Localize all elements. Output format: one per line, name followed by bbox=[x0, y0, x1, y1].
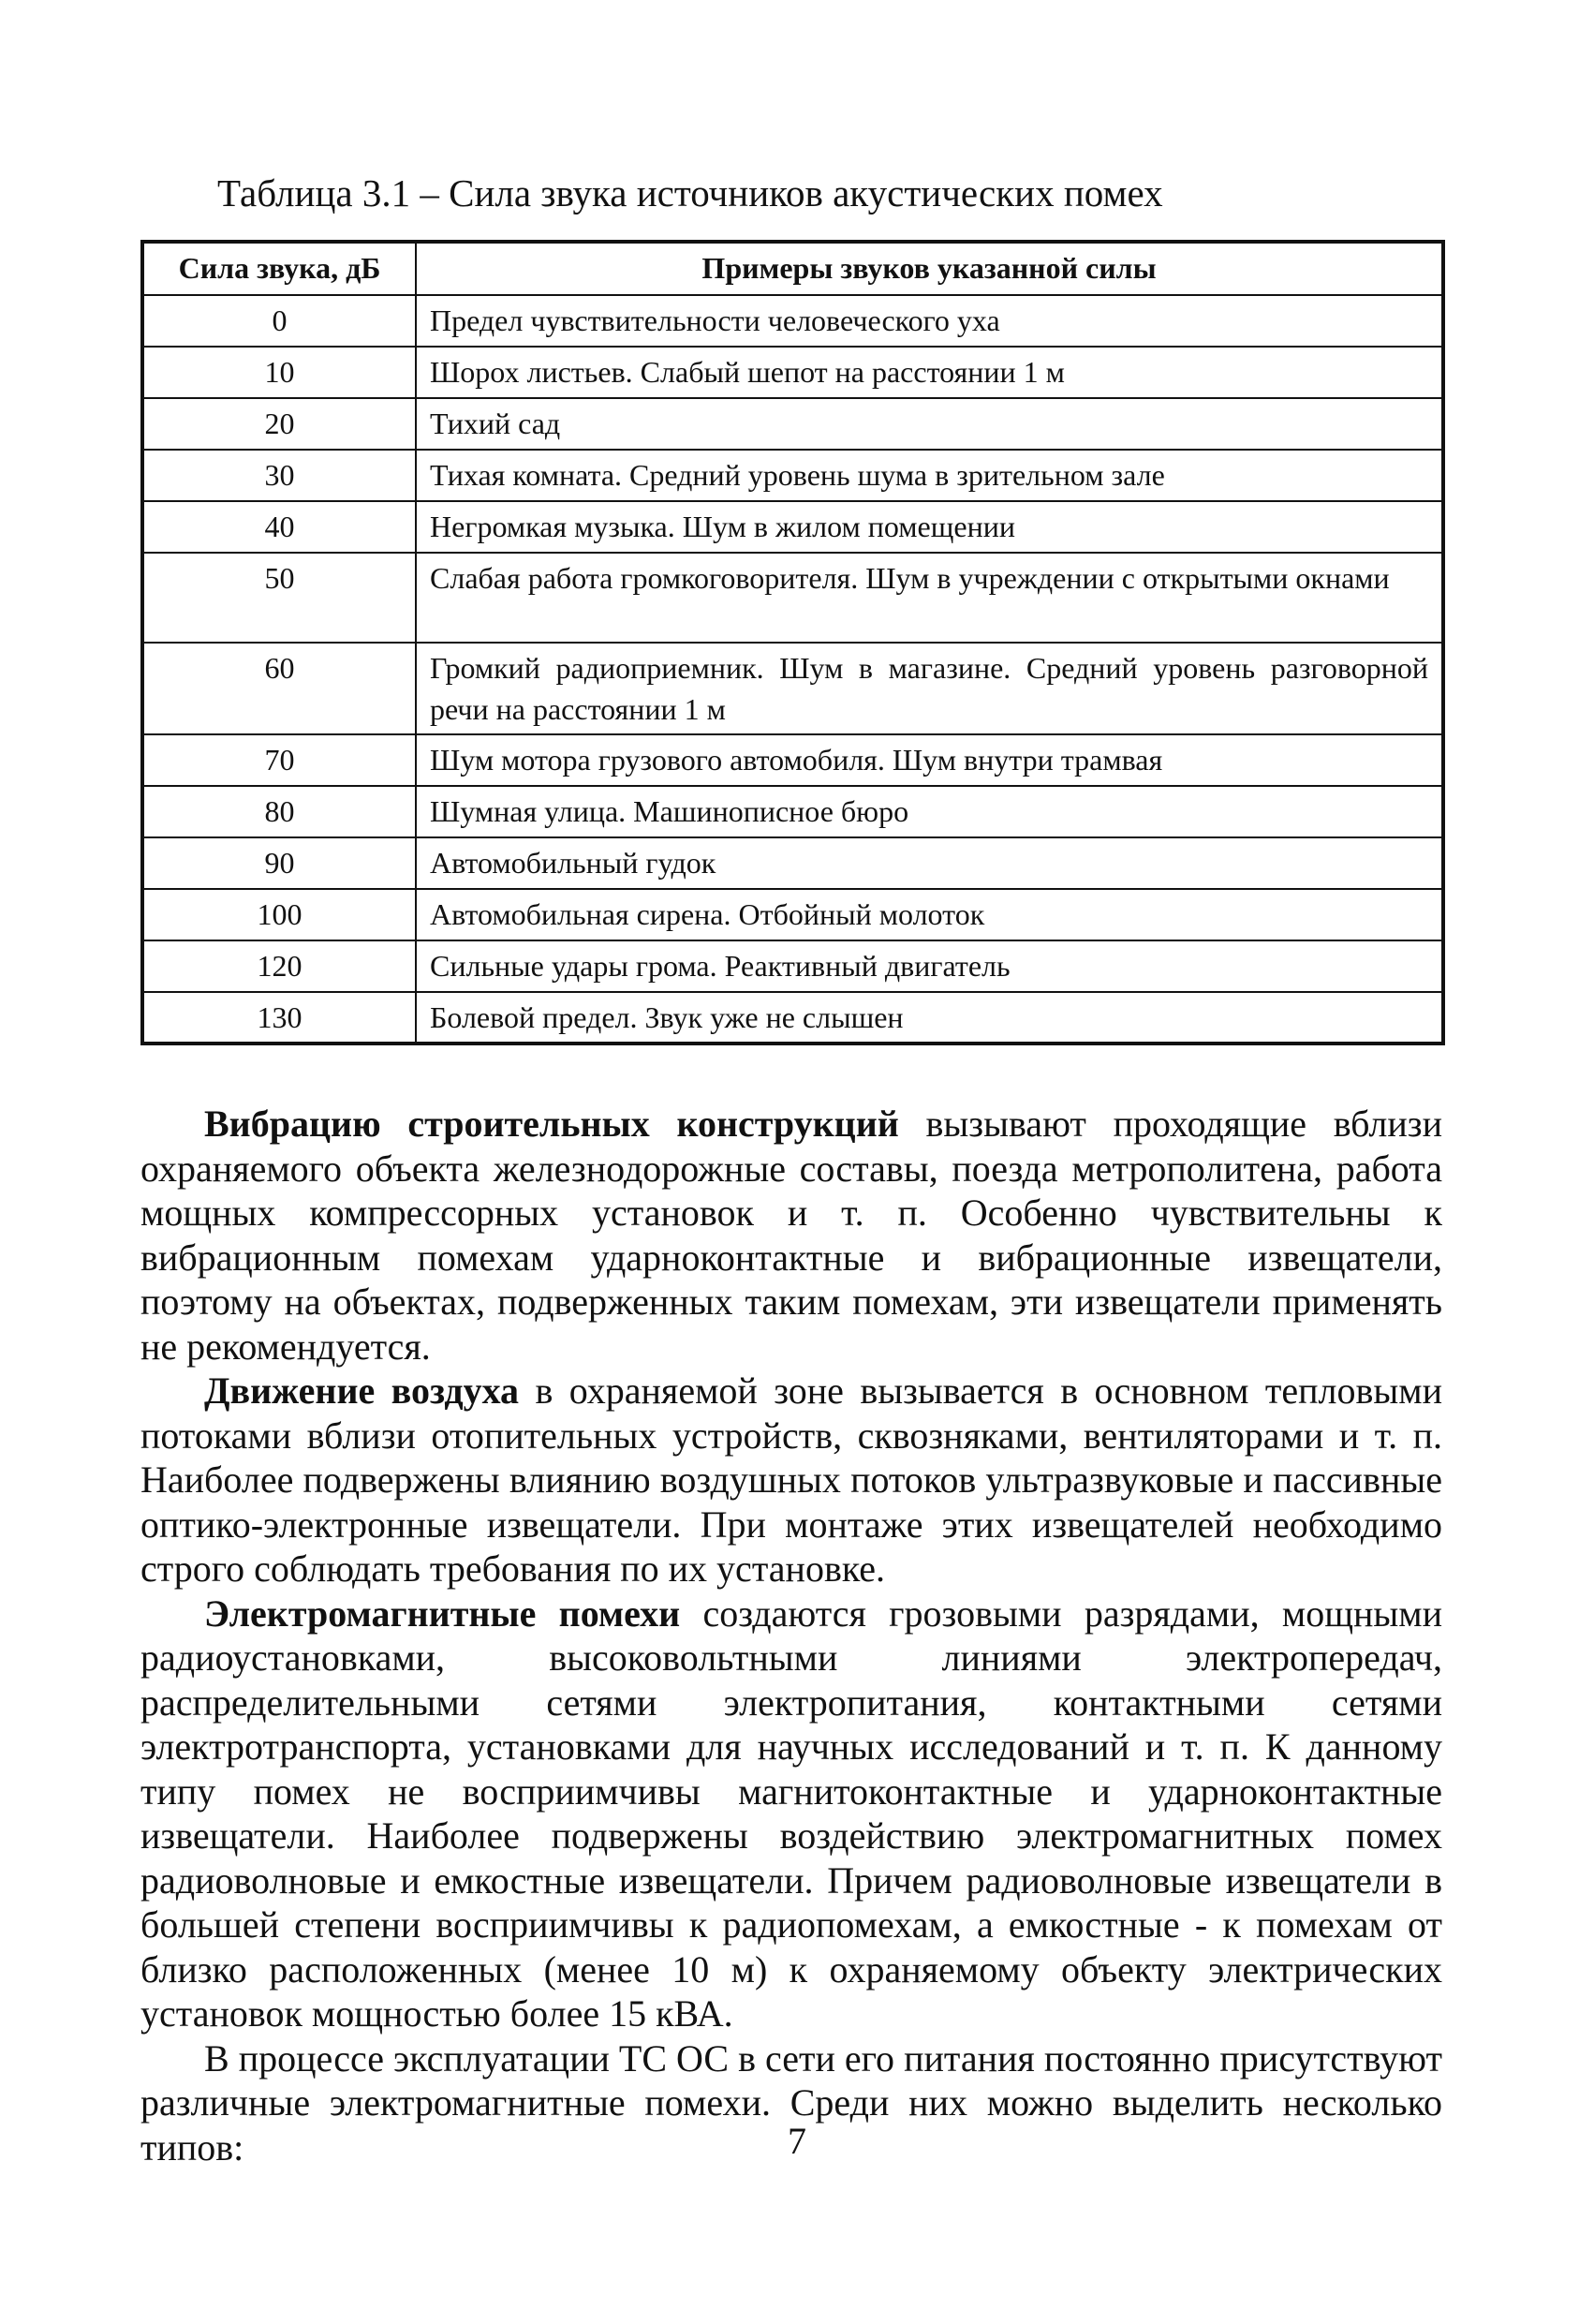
row-level: 10 bbox=[142, 347, 416, 398]
body-text bbox=[140, 1102, 1442, 2169]
table-row bbox=[142, 643, 1443, 734]
row-level: 100 bbox=[142, 889, 416, 940]
row-example: Негромкая музыка. Шум в жилом помещении bbox=[416, 501, 1443, 553]
row-example: Шум мотора грузового автомобиля. Шум внутри трамвая bbox=[416, 734, 1443, 786]
row-level: 90 bbox=[142, 837, 416, 889]
row-level: 40 bbox=[142, 501, 416, 553]
row-example: Шорох листьев. Слабый шепот на расстоянии 1 м bbox=[416, 347, 1443, 398]
table-row bbox=[142, 295, 1443, 347]
table-row bbox=[142, 940, 1443, 992]
table-row bbox=[142, 450, 1443, 501]
page-number: 7 bbox=[788, 2120, 806, 2162]
row-example: Тихий сад bbox=[416, 398, 1443, 450]
paragraph-air-movement bbox=[140, 1369, 1442, 1591]
table-row bbox=[142, 889, 1443, 940]
row-example: Автомобильная сирена. Отбойный молоток bbox=[416, 889, 1443, 940]
paragraph-electromagnetic bbox=[140, 1591, 1442, 2036]
row-example: Слабая работа громкоговорителя. Шум в учреждении с открытыми окнами bbox=[416, 553, 1443, 643]
paragraph-vibration bbox=[140, 1102, 1442, 1369]
term-vibration: Вибрацию строительных конструкций bbox=[204, 1103, 899, 1145]
table-row bbox=[142, 992, 1443, 1044]
paragraph-power-network-text: В процессе эксплуатации ТС ОС в сети его питания постоянно присутствуют различные электромагнитные помехи. Среди них можно выделить несколько типов: bbox=[140, 2036, 1442, 2169]
table-row bbox=[142, 398, 1443, 450]
sound-level-table bbox=[140, 240, 1445, 1045]
paragraph-electromagnetic-text: создаются грозовыми разрядами, мощными радиоустановками, высоковольтными линиями электропередач, распределительными сетями электропитания, контактными сетями электротранспорта, установками для научных исследований и т. п. К данному типу помех не восприимчивы магнитоконтактные и ударноконтактные извещатели. Наиболее подвержены воздействию электромагнитных помех радиоволновые и емкостные извещатели. Причем радиоволновые извещатели в большей степени восприимчивы к радиопомехам, а емкостные - к помехам от близко расположенных (менее 10 м) к охраняемому объекту электрических установок мощностью более 15 кВА. bbox=[140, 1591, 1442, 2035]
table-row bbox=[142, 837, 1443, 889]
row-level: 30 bbox=[142, 450, 416, 501]
table-row bbox=[142, 786, 1443, 837]
row-level: 0 bbox=[142, 295, 416, 347]
term-electromagnetic: Электромагнитные помехи bbox=[204, 1591, 681, 1635]
row-example: Сильные удары грома. Реактивный двигатель bbox=[416, 940, 1443, 992]
header-sound-level: Сила звука, дБ bbox=[142, 242, 416, 295]
row-level: 120 bbox=[142, 940, 416, 992]
row-level: 80 bbox=[142, 786, 416, 837]
row-example: Предел чувствительности человеческого уха bbox=[416, 295, 1443, 347]
paragraph-air-movement-text: в охраняемой зоне вызывается в основном тепловыми потоками вблизи отопительных устройств, сквозняками, вентиляторами и т. п. Наиболее подвержены влиянию воздушных потоков ультразвуковые и пассивные оптико-электронные извещатели. При монтаже этих извещателей необходимо строго соблюдать требования по их установке. bbox=[140, 1369, 1442, 1590]
table-caption: Таблица 3.1 – Сила звука источников акустических помех bbox=[217, 171, 1163, 215]
table-row bbox=[142, 734, 1443, 786]
term-air-movement: Движение воздуха bbox=[204, 1369, 520, 1412]
header-examples: Примеры звуков указанной силы bbox=[416, 242, 1443, 295]
table-row bbox=[142, 501, 1443, 553]
row-level: 20 bbox=[142, 398, 416, 450]
row-level: 70 bbox=[142, 734, 416, 786]
table-row bbox=[142, 347, 1443, 398]
row-example: Болевой предел. Звук уже не слышен bbox=[416, 992, 1443, 1044]
row-example: Громкий радиоприемник. Шум в магазине. Средний уровень разговорной речи на расстоянии 1 м bbox=[416, 643, 1443, 734]
table-row bbox=[142, 553, 1443, 643]
row-example: Шумная улица. Машинописное бюро bbox=[416, 786, 1443, 837]
row-example: Автомобильный гудок bbox=[416, 837, 1443, 889]
row-level: 60 bbox=[142, 643, 416, 734]
paragraph-vibration-text: вызывают проходящие вблизи охраняемого объекта железнодорожные составы, поезда метрополитена, работа мощных компрессорных установок и т. п. Особенно чувствительны к вибрационным помехам ударноконтактные и вибрационные извещатели, поэтому на объектах, подверженных таким помехам, эти извещатели применять не рекомендуется. bbox=[140, 1103, 1443, 1368]
row-level: 50 bbox=[142, 553, 416, 643]
row-example: Тихая комната. Средний уровень шума в зрительном зале bbox=[416, 450, 1443, 501]
row-level: 130 bbox=[142, 992, 416, 1044]
